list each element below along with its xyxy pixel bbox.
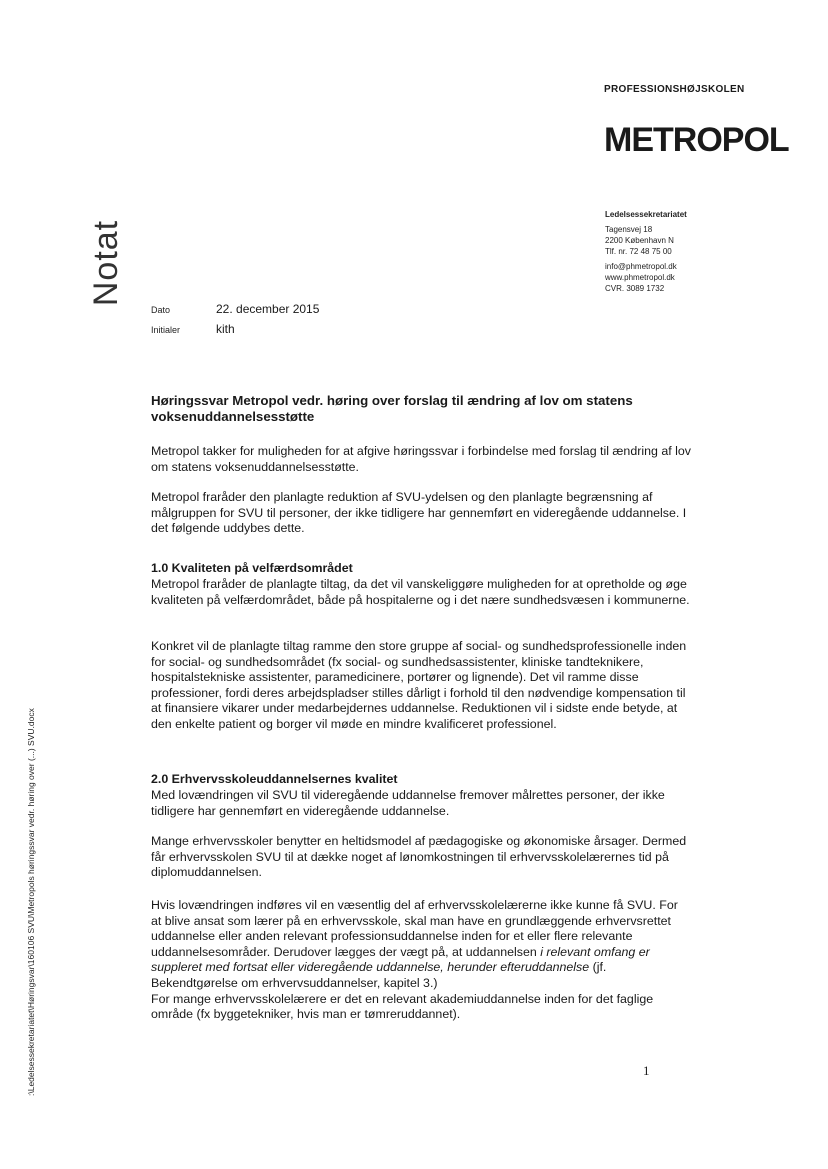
- paragraph-section2-b: Mange erhvervsskoler benytter en heltidsmodel af pædagogiske og økonomiske årsager. Dermed får erhvervsskolen SVU til at dække noget af lønomkostningen til erhvervsskolelærernes tid på diplomuddannelsen.: [151, 834, 687, 880]
- paragraph-section2-d: For mange erhvervsskolelærere er det en relevant akademiuddannelse inden for det faglige område (fx byggetekniker, hvis man er tømreruddannet).: [151, 991, 654, 1022]
- paragraph-recommendation: Metropol fraråder den planlagte reduktion af SVU-ydelsen og den planlagte begrænsning af målgruppen for SVU til personer, der ikke tidligere har gennemført en videregående uddannelse. I det følgende uddybes dette.: [151, 490, 687, 536]
- document-title: Høringssvar Metropol vedr. høring over forslag til ændring af lov om statens voksenuddannelsesstøtte: [151, 393, 633, 424]
- date-value: 22. december 2015: [216, 302, 320, 316]
- logo-text: METROPOL: [604, 121, 789, 159]
- email-link[interactable]: info@phmetropol.dk: [605, 262, 677, 271]
- contact-block: [605, 209, 687, 294]
- address-city: 2200 København N: [605, 236, 674, 245]
- address-street: Tagensvej 18: [605, 225, 653, 234]
- metropol-logo: [604, 113, 789, 159]
- document-type-label: Notat: [87, 219, 125, 307]
- page-number: 1: [643, 1063, 650, 1078]
- section-heading-1: 1.0 Kvaliteten på velfærdsområdet: [151, 561, 353, 575]
- department-name: Ledelsessekretariatet: [605, 210, 687, 219]
- web-link[interactable]: www.phmetropol.dk: [605, 273, 675, 282]
- paragraph-section1-a: Metropol fraråder de planlagte tiltag, da det vil vanskeliggøre muligheden for at opretholde og øge kvaliteten på velfærdområdet, både på hospitalerne og i det nære sundhedsvæsen i kommunerne.: [151, 577, 690, 607]
- institution-label: PROFESSIONSHØJSKOLEN: [604, 84, 745, 95]
- file-path-footer: :\Ledelsessekretariatet\Høringsvar\160106 SVU\Metropols høringssvar vedr. høring over (...) SVU.docx: [26, 708, 36, 1096]
- paragraph-section2-c-text: Hvis lovændringen indføres vil en væsentlig del af erhvervsskolelærerne ikke kunne få SVU. For at blive ansat som lærer på en erhvervsskole, skal man have en grundlæggende erhvervsrettet uddannelse eller anden relevant professionsuddannelse inden for et eller flere relevante uddannelsesområder. Derudover lægges der vægt på, at uddannelsen: [151, 898, 678, 959]
- cvr-number: CVR. 3089 1732: [605, 284, 665, 293]
- date-label: Dato: [151, 305, 171, 315]
- initials-label: Initialer: [151, 325, 181, 335]
- paragraph-intro: Metropol takker for muligheden for at afgive høringssvar i forbindelse med forslag til ændring af lov om statens voksenuddannelsesstøtte.: [151, 444, 691, 474]
- initials-value: kith: [216, 322, 235, 336]
- paragraph-section2-c-reference: (jf. Bekendtgørelse om erhvervsuddannelser, kapitel 3.): [151, 960, 607, 990]
- paragraph-section1-b: Konkret vil de planlagte tiltag ramme den store gruppe af social- og sundhedsprofessionelle inden for social- og sundhedsområdet (fx social- og sundhedsassistenter, kliniske tandteknikere, hospitalstekniske assistenter, paramedicinere, portører og lignende). Det vil ramme disse professioner, fordi deres arbejdspladser stilles dårligt i forhold til den nødvendige kompensation til at finansiere vikarer under medarbejdernes uddannelse. Reduktionen vil i sidste ende betyde, at den enkelte patient og borger vil møde en mindre kvalificeret professionel.: [151, 639, 687, 731]
- section-heading-2: 2.0 Erhvervsskoleuddannelsernes kvalitet: [151, 772, 398, 786]
- paragraph-section2-c-emphasis: i relevant omfang er suppleret med fortsat eller videregående uddannelse, herunder efteruddannelse: [151, 944, 650, 975]
- paragraph-section2-c: [151, 898, 691, 1023]
- phone-number: Tlf. nr. 72 48 75 00: [605, 247, 672, 256]
- paragraph-section2-a: Med lovændringen vil SVU til videregående uddannelse fremover målrettes personer, der ikke tidligere har gennemført en videregående uddannelse.: [151, 788, 665, 818]
